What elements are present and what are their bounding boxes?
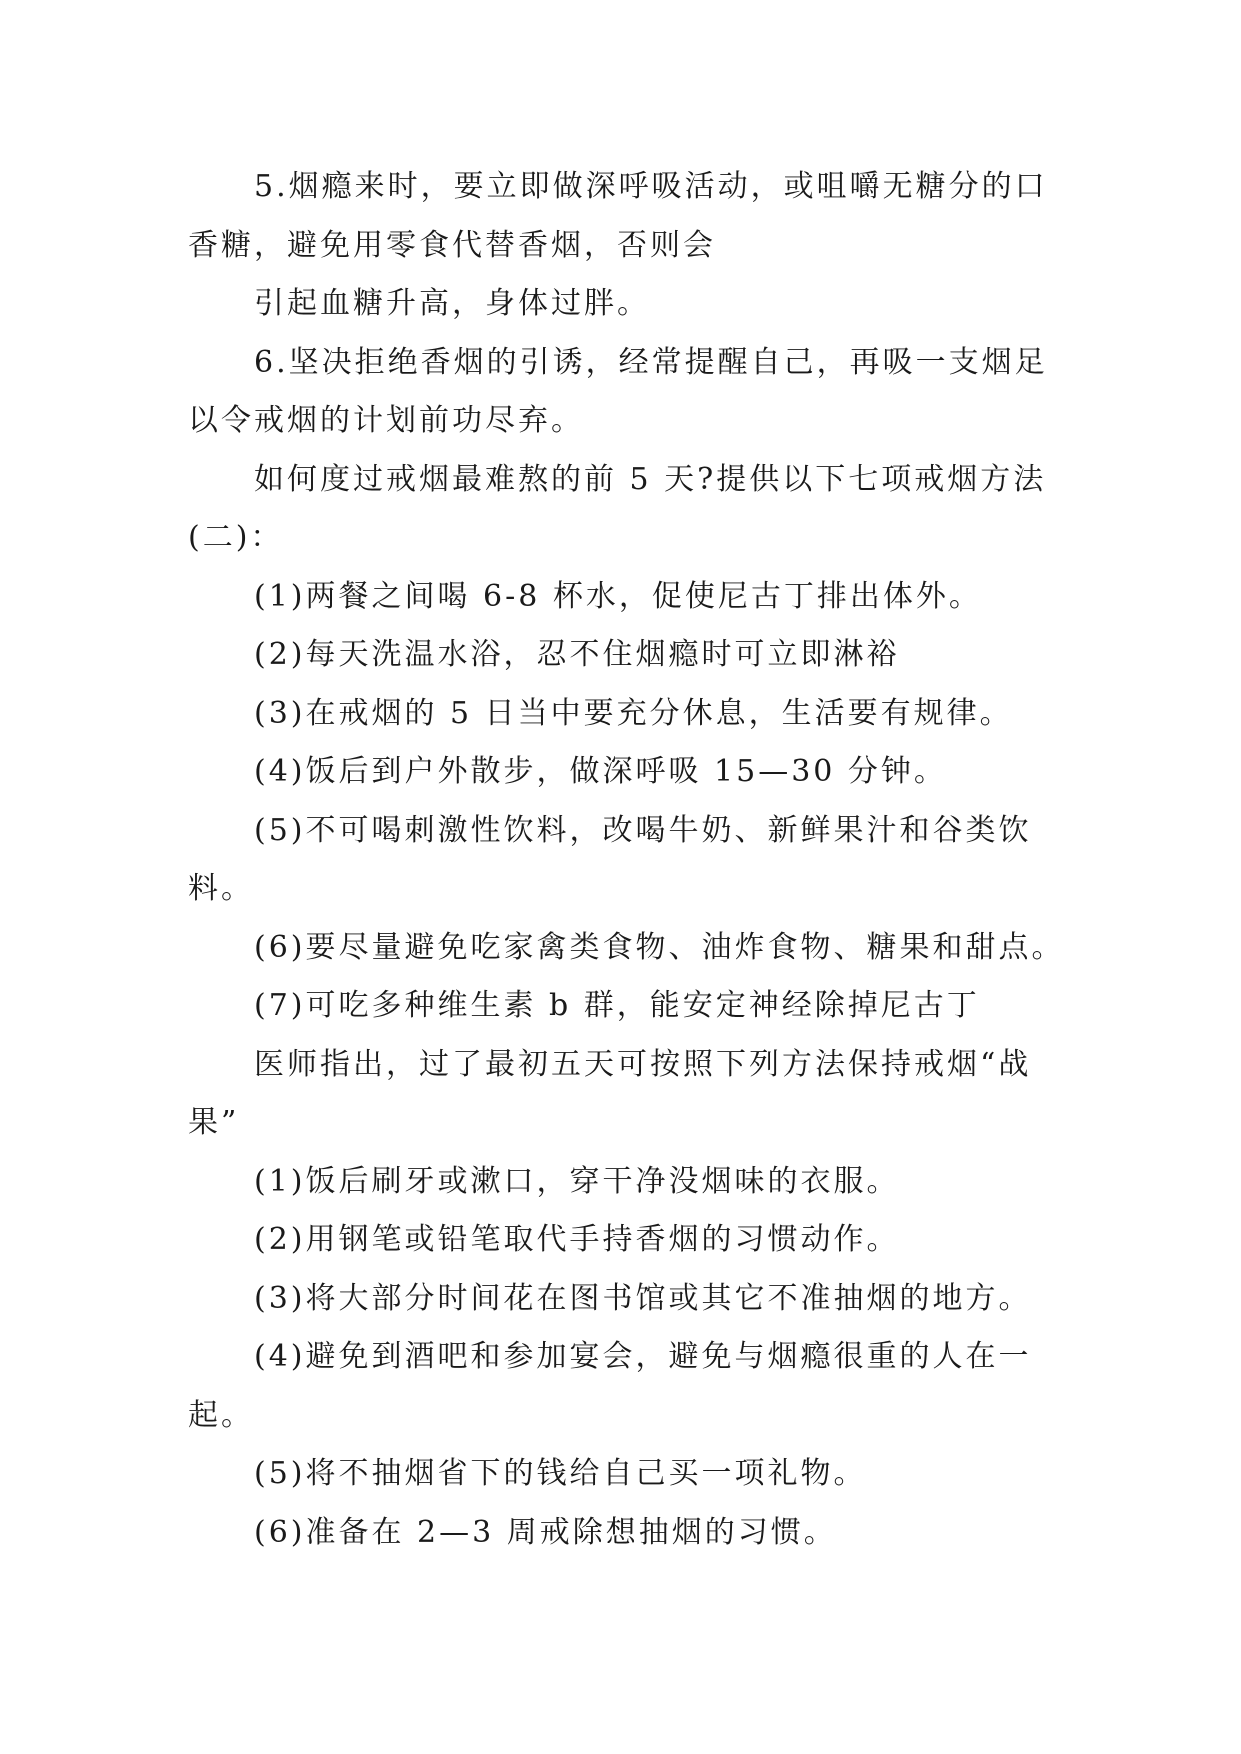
text-line: 如何度过戒烟最难熬的前 5 天?提供以下七项戒烟方法 <box>254 461 1047 497</box>
text-line: 料。 <box>188 871 254 906</box>
text-line: (5)不可喝刺激性饮料，改喝牛奶、新鲜果汁和谷类饮 <box>254 812 1032 848</box>
text-line: (4)避免到酒吧和参加宴会，避免与烟瘾很重的人在一 <box>254 1339 1032 1374</box>
text-line: 医师指出，过了最初五天可按照下列方法保持戒烟“战 <box>254 1046 1032 1082</box>
text-line: (3)在戒烟的 5 日当中要充分休息，生活要有规律。 <box>254 695 1013 731</box>
text-line: (1)饭后刷牙或漱口，穿干净没烟味的衣服。 <box>254 1163 900 1199</box>
text-line: (2)每天洗温水浴，忍不住烟瘾时可立即淋裕 <box>254 637 900 672</box>
text-line: 6.坚决拒绝香烟的引诱，经常提醒自己，再吸一支烟足 <box>254 344 1048 380</box>
text-line: (4)饭后到户外散步，做深呼吸 15—30 分钟。 <box>254 754 947 789</box>
text-line: (3)将大部分时间花在图书馆或其它不准抽烟的地方。 <box>254 1280 1032 1316</box>
document-body <box>188 158 1068 1562</box>
text-line: (7)可吃多种维生素 b 群，能安定神经除掉尼古丁 <box>254 988 980 1023</box>
text-line: 香糖，避免用零食代替香烟，否则会 <box>188 227 716 263</box>
text-line: (6)准备在 2—3 周戒除想抽烟的习惯。 <box>254 1514 837 1550</box>
text-line: (2)用钢笔或铅笔取代手持香烟的习惯动作。 <box>254 1222 900 1257</box>
text-line: 起。 <box>188 1397 254 1433</box>
text-line: (1)两餐之间喝 6-8 杯水，促使尼古丁排出体外。 <box>254 578 982 614</box>
text-line: (5)将不抽烟省下的钱给自己买一项礼物。 <box>254 1456 867 1491</box>
text-line: 果” <box>188 1105 240 1140</box>
text-line: 以令戒烟的计划前功尽弃。 <box>188 403 584 438</box>
text-line: (6)要尽量避免吃家禽类食物、油炸食物、糖果和甜点。 <box>254 929 1065 965</box>
text-line: (二)： <box>188 520 284 555</box>
text-line: 引起血糖升高，身体过胖。 <box>254 286 650 321</box>
text-line: 5.烟瘾来时，要立即做深呼吸活动，或咀嚼无糖分的口 <box>254 169 1048 204</box>
